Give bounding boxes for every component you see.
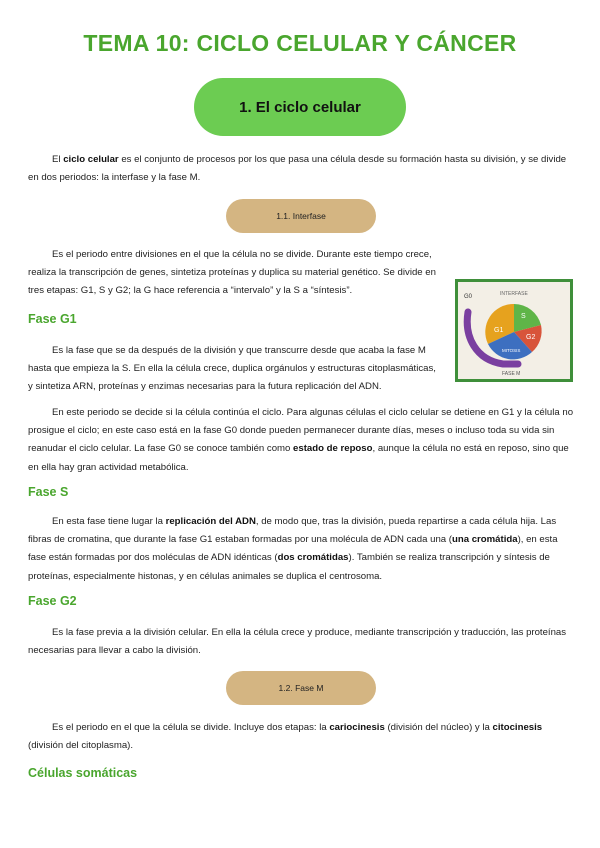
cell-cycle-diagram — [455, 279, 573, 382]
g1-paragraph-2: En este periodo se decide si la célula continúa el ciclo. Para algunas células el ciclo celular se detiene en G1 y la célula no prosigue el ciclo; en este caso está en la fase G0 donde pueden permanecer durante días, meses o incluso toda su vida sin reanudar el ciclo celular. La fase G0 se conoce también como estado de reposo, aunque la célula no está en reposo, sino que en ella hay gran actividad metabólica. — [28, 407, 574, 473]
subsection-heading-fase-m: 1.2. Fase M — [226, 671, 376, 705]
heading-fase-g1: Fase G1 — [28, 312, 77, 326]
interfase-paragraph: Es el periodo entre divisiones en el que la célula no se divide. Durante este tiempo crece, realiza la transcripción de genes, sintetiza proteínas y duplica su material genético. Se divide en tres etapas: G1, S y G2; la G hace referencia a “intervalo” y la S a “síntesis”. — [28, 249, 436, 297]
fase-m-paragraph: Es el periodo en el que la célula se divide. Incluye dos etapas: la cariocinesis (división del núcleo) y la citocinesis (división del citoplasma). — [28, 722, 543, 752]
g1-label: G1 — [494, 327, 504, 334]
page-title: TEMA 10: CICLO CELULAR Y CÁNCER — [83, 30, 517, 56]
fase-m-diagram-label: FASE M — [502, 371, 521, 377]
heading-fase-g2: Fase G2 — [28, 594, 77, 608]
g2-paragraph: Es la fase previa a la división celular. En ella la célula crece y produce, mediante transcripción y traducción, las proteínas necesarias para llevar a cabo la división. — [28, 627, 567, 657]
heading-fase-s: Fase S — [28, 485, 69, 499]
intro-paragraph: El ciclo celular es el conjunto de procesos por los que pasa una célula desde su formación hasta su división, y se divide en dos periodos: la interfase y la fase M. — [28, 154, 567, 184]
interfase-diagram-label: INTERFASE — [500, 291, 528, 297]
g1-paragraph-1: Es la fase que se da después de la división y que transcurre desde que acaba la fase M hasta que empieza la S. En ella la célula crece, duplica orgánulos y estructuras citoplasmáticas, y sintetiza ARN, proteínas y enzimas necesarias para la futura replicación del ADN. — [28, 345, 436, 393]
section-heading-ciclo-celular: 1. El ciclo celular — [194, 78, 406, 136]
s-label: S — [521, 313, 526, 320]
heading-celulas-somaticas: Células somáticas — [28, 766, 138, 780]
g2-label: G2 — [526, 334, 536, 341]
mitosis-label: MITOSIS — [502, 348, 521, 353]
g0-label: G0 — [464, 294, 473, 300]
s-paragraph: En esta fase tiene lugar la replicación del ADN, de modo que, tras la división, pueda repartirse a cada célula hija. Las fibras de cromatina, que durante la fase G1 estaban formadas por una molécula de ADN cada una (una cromátida), en esta fase están formadas por dos moléculas de ADN idénticas (dos cromátidas). También se realiza transcripción y síntesis de proteínas, especialmente histonas, y en células animales se duplica el centrosoma. — [28, 516, 558, 582]
subsection-heading-interfase: 1.1. Interfase — [226, 199, 376, 233]
